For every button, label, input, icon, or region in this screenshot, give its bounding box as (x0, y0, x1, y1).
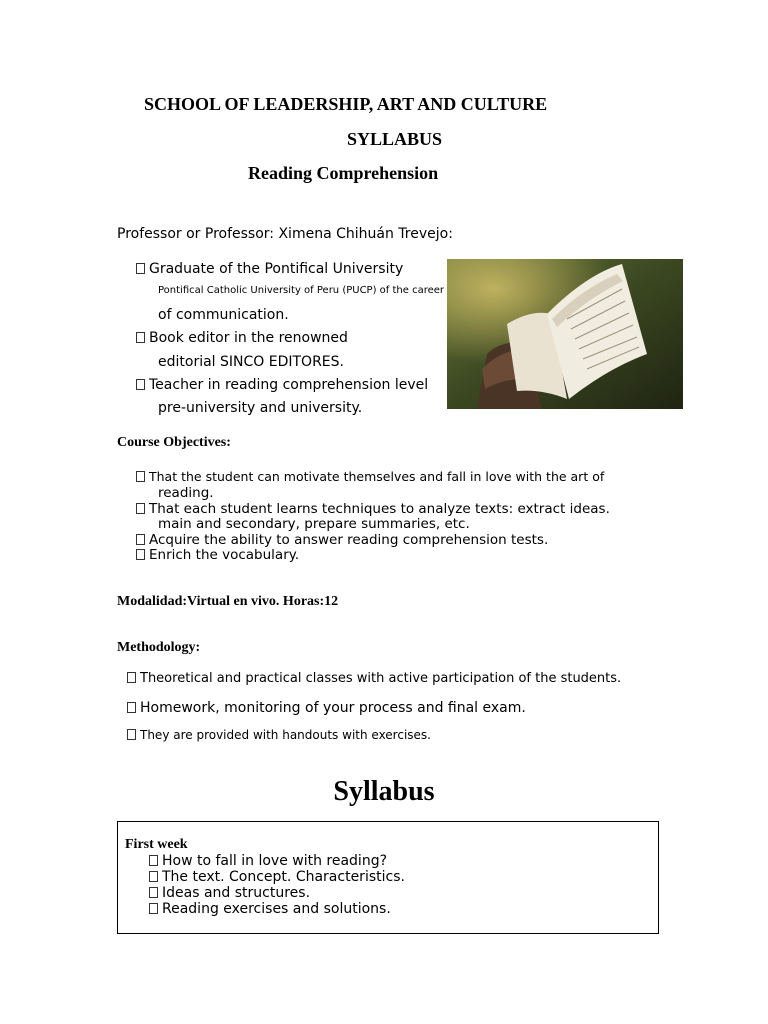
syllabus-heading: Syllabus (333, 776, 435, 807)
missing-glyph-box-icon (149, 855, 158, 866)
week-item: The text. Concept. Characteristics. (149, 869, 405, 885)
methodology-item: They are provided with handouts with exercises. (127, 728, 431, 742)
methodology-item: Homework, monitoring of your process and final exam. (127, 700, 526, 716)
week-item: Ideas and structures. (149, 885, 310, 901)
missing-glyph-box-icon (149, 903, 158, 914)
missing-glyph-box-icon (136, 549, 145, 560)
open-book-photo (447, 259, 683, 409)
objective-item: Acquire the ability to answer reading comprehension tests. (136, 532, 548, 548)
missing-glyph-box-icon (127, 702, 136, 713)
course-title: Reading Comprehension (248, 163, 439, 183)
missing-glyph-box-icon (127, 672, 136, 683)
missing-glyph-box-icon (136, 332, 145, 343)
professor-bullet-cont: of communication. (158, 307, 289, 323)
objective-item: That each student learns techniques to analyze texts: extract ideas. (136, 501, 610, 517)
methodology-title: Methodology: (117, 640, 201, 655)
objectives-title: Course Objectives: (117, 435, 231, 450)
methodology-item: Theoretical and practical classes with active participation of the students. (127, 671, 621, 686)
objective-item-cont: main and secondary, prepare summaries, etc. (158, 516, 470, 532)
missing-glyph-box-icon (127, 729, 136, 740)
missing-glyph-box-icon (136, 534, 145, 545)
professor-bullet-cont: pre-university and university. (158, 400, 363, 416)
school-title: SCHOOL OF LEADERSHIP, ART AND CULTURE (144, 94, 548, 114)
modality-line: Modalidad:Virtual en vivo. Horas:12 (117, 594, 339, 609)
professor-bullet: Teacher in reading comprehension level (136, 377, 428, 393)
missing-glyph-box-icon (136, 503, 145, 514)
professor-bullet-cont: editorial SINCO EDITORES. (158, 354, 344, 370)
professor-bullet: Graduate of the Pontifical University (136, 261, 403, 277)
professor-bullet: Book editor in the renowned (136, 330, 348, 346)
missing-glyph-box-icon (136, 263, 145, 274)
week-item: How to fall in love with reading? (149, 853, 387, 869)
week-item: Reading exercises and solutions. (149, 901, 391, 917)
objective-item-cont: reading. (158, 485, 214, 501)
week-box (117, 821, 659, 934)
missing-glyph-box-icon (136, 471, 145, 482)
professor-line: Professor or Professor: Ximena Chihuán Trevejo: (117, 226, 453, 242)
week-title: First week (125, 837, 188, 852)
professor-bullet-cont: Pontifical Catholic University of Peru (PUCP) of the career (158, 285, 445, 296)
missing-glyph-box-icon (149, 871, 158, 882)
doc-type-title: SYLLABUS (347, 129, 443, 149)
missing-glyph-box-icon (136, 379, 145, 390)
missing-glyph-box-icon (149, 887, 158, 898)
objective-item: Enrich the vocabulary. (136, 547, 299, 563)
objective-item: That the student can motivate themselves and fall in love with the art of (136, 469, 604, 484)
